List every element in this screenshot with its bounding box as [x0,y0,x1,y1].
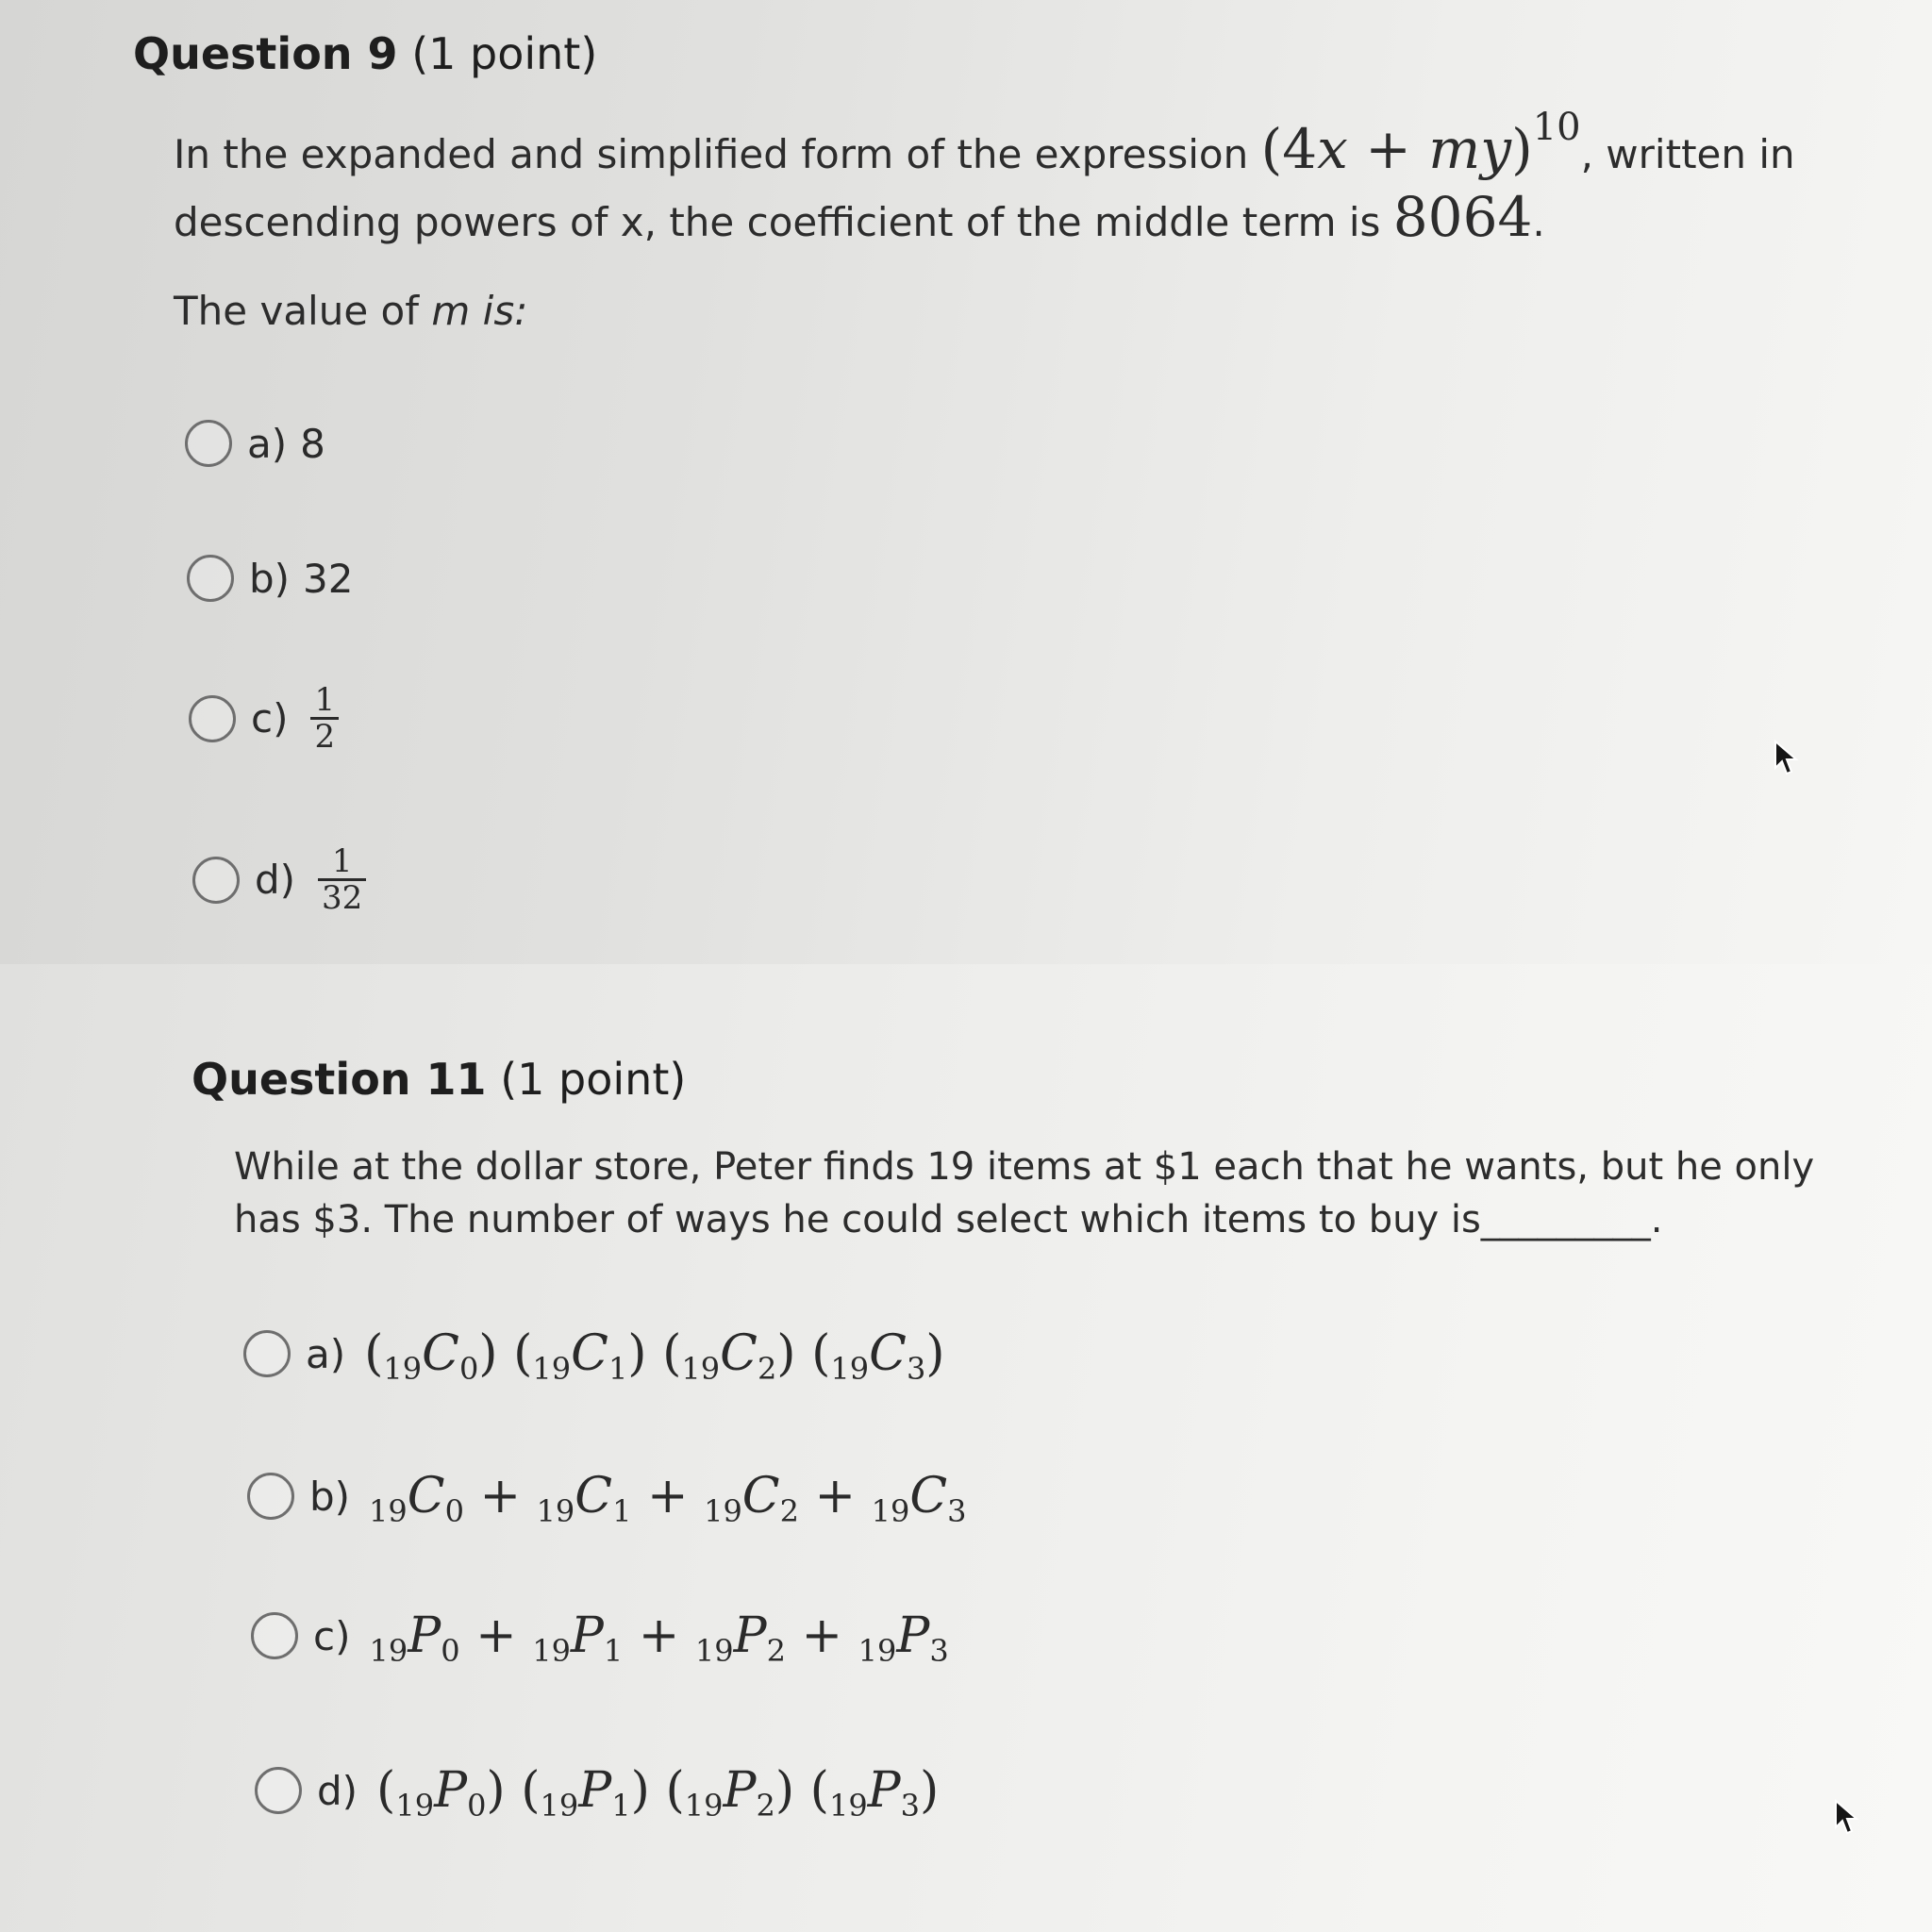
question-9-points: (1 point) [411,28,598,79]
formula-symbol: C [741,1468,780,1524]
radio-icon[interactable] [187,555,234,602]
formula-n: 19 [684,1788,724,1824]
formula-symbol: P [867,1762,901,1819]
question-9-panel [0,0,1932,964]
formula-symbol: P [896,1607,930,1664]
question-11-heading [192,1054,686,1105]
question-9-option-d[interactable]: d) $\frac{1}{32}$ [192,844,366,915]
formula-n: 19 [704,1493,742,1529]
question-9-option-a[interactable]: a) 8 [185,420,325,467]
formula-k: 1 [612,1493,632,1529]
formula-symbol: C [869,1325,907,1382]
question-11-number: Question 11 [192,1054,487,1105]
formula-k: 0 [444,1493,464,1529]
formula-k: 1 [611,1788,631,1824]
formula-k: 2 [756,1788,775,1824]
question-11-text-line-2: has $3. The number of ways he could select which items to buy is_________. [234,1198,1663,1241]
radio-icon[interactable] [255,1767,302,1814]
formula-symbol: P [733,1607,767,1664]
question-9-text-line-1: In the expanded and simplified form of the expression (4x + my)10, written in [174,106,1795,181]
formula-symbol: C [422,1325,459,1382]
question-9-option-c[interactable]: c) $\frac{1}{2}$ [189,683,339,754]
formula-k: 2 [779,1493,799,1529]
formula-symbol: C [571,1325,608,1382]
question-11-option-c[interactable]: c) 19P0 + 19P1 + 19P2 + 19P3 [251,1607,949,1664]
formula: 19C0 + 19C1 + 19C2 + 19C3 [369,1468,967,1529]
radio-icon[interactable] [243,1330,291,1377]
formula-n: 19 [532,1351,572,1387]
formula-n: 19 [871,1493,910,1529]
coefficient-value: 8064 [1392,185,1533,249]
question-11-panel [0,964,1932,1932]
question-11-points: (1 point) [500,1054,687,1105]
question-11-option-b[interactable]: b) 19C0 + 19C1 + 19C2 + 19C3 [247,1468,966,1524]
formula-symbol: P [723,1762,757,1819]
formula-n: 19 [532,1633,571,1669]
formula-n: 19 [694,1633,734,1669]
radio-icon[interactable] [247,1473,294,1520]
radio-icon[interactable] [251,1612,298,1659]
formula-symbol: P [578,1762,612,1819]
formula-k: 0 [467,1788,487,1824]
formula-n: 19 [540,1788,579,1824]
question-11-option-d[interactable]: d) (19P0) (19P1) (19P2) (19P3) [255,1762,939,1819]
fraction: $\frac{1}{32}$ [318,844,366,915]
fraction: $\frac{1}{2}$ [310,683,339,754]
formula-k: 0 [441,1633,460,1669]
formula-n: 19 [395,1788,435,1824]
formula-k: 3 [929,1633,949,1669]
question-9-text-line-2: descending powers of x, the coefficient of the middle term is 8064. [174,185,1545,249]
formula-n: 19 [536,1493,575,1529]
formula-n: 19 [681,1351,721,1387]
expression: (4x + my) [1260,117,1533,181]
formula-k: 0 [458,1351,479,1387]
formula-symbol: C [720,1325,758,1382]
formula-n: 19 [369,1493,408,1529]
formula-n: 19 [828,1788,868,1824]
formula: (19C0) (19C1) (19C2) (19C3) [364,1325,945,1387]
formula-symbol: C [575,1468,613,1524]
formula-k: 1 [603,1633,624,1669]
question-9-prompt: The value of m is: [174,288,528,334]
formula: (19P0) (19P1) (19P2) (19P3) [376,1762,940,1824]
radio-icon[interactable] [185,420,232,467]
formula-symbol: P [570,1607,604,1664]
formula-n: 19 [369,1633,408,1669]
formula-symbol: P [434,1762,468,1819]
radio-icon[interactable] [189,695,236,742]
formula-symbol: C [407,1468,445,1524]
radio-icon[interactable] [192,857,240,904]
formula-n: 19 [830,1351,870,1387]
formula-k: 3 [906,1351,926,1387]
question-11-option-a[interactable]: a) (19C0) (19C1) (19C2) (19C3) [243,1325,945,1382]
formula-symbol: P [408,1607,441,1664]
formula-k: 3 [947,1493,967,1529]
formula-n: 19 [858,1633,897,1669]
formula-k: 2 [757,1351,777,1387]
formula-symbol: C [909,1468,948,1524]
question-11-text-line-1: While at the dollar store, Peter finds 19 items at $1 each that he wants, but he only [234,1145,1815,1189]
formula-k: 1 [608,1351,628,1387]
formula: 19P0 + 19P1 + 19P2 + 19P3 [369,1607,949,1669]
formula-n: 19 [383,1351,423,1387]
question-9-heading [133,28,597,79]
formula-k: 2 [766,1633,786,1669]
question-9-option-b[interactable]: b) 32 [187,555,354,602]
question-9-number: Question 9 [133,28,398,79]
formula-k: 3 [900,1788,921,1824]
expression-exponent: 10 [1532,106,1581,149]
